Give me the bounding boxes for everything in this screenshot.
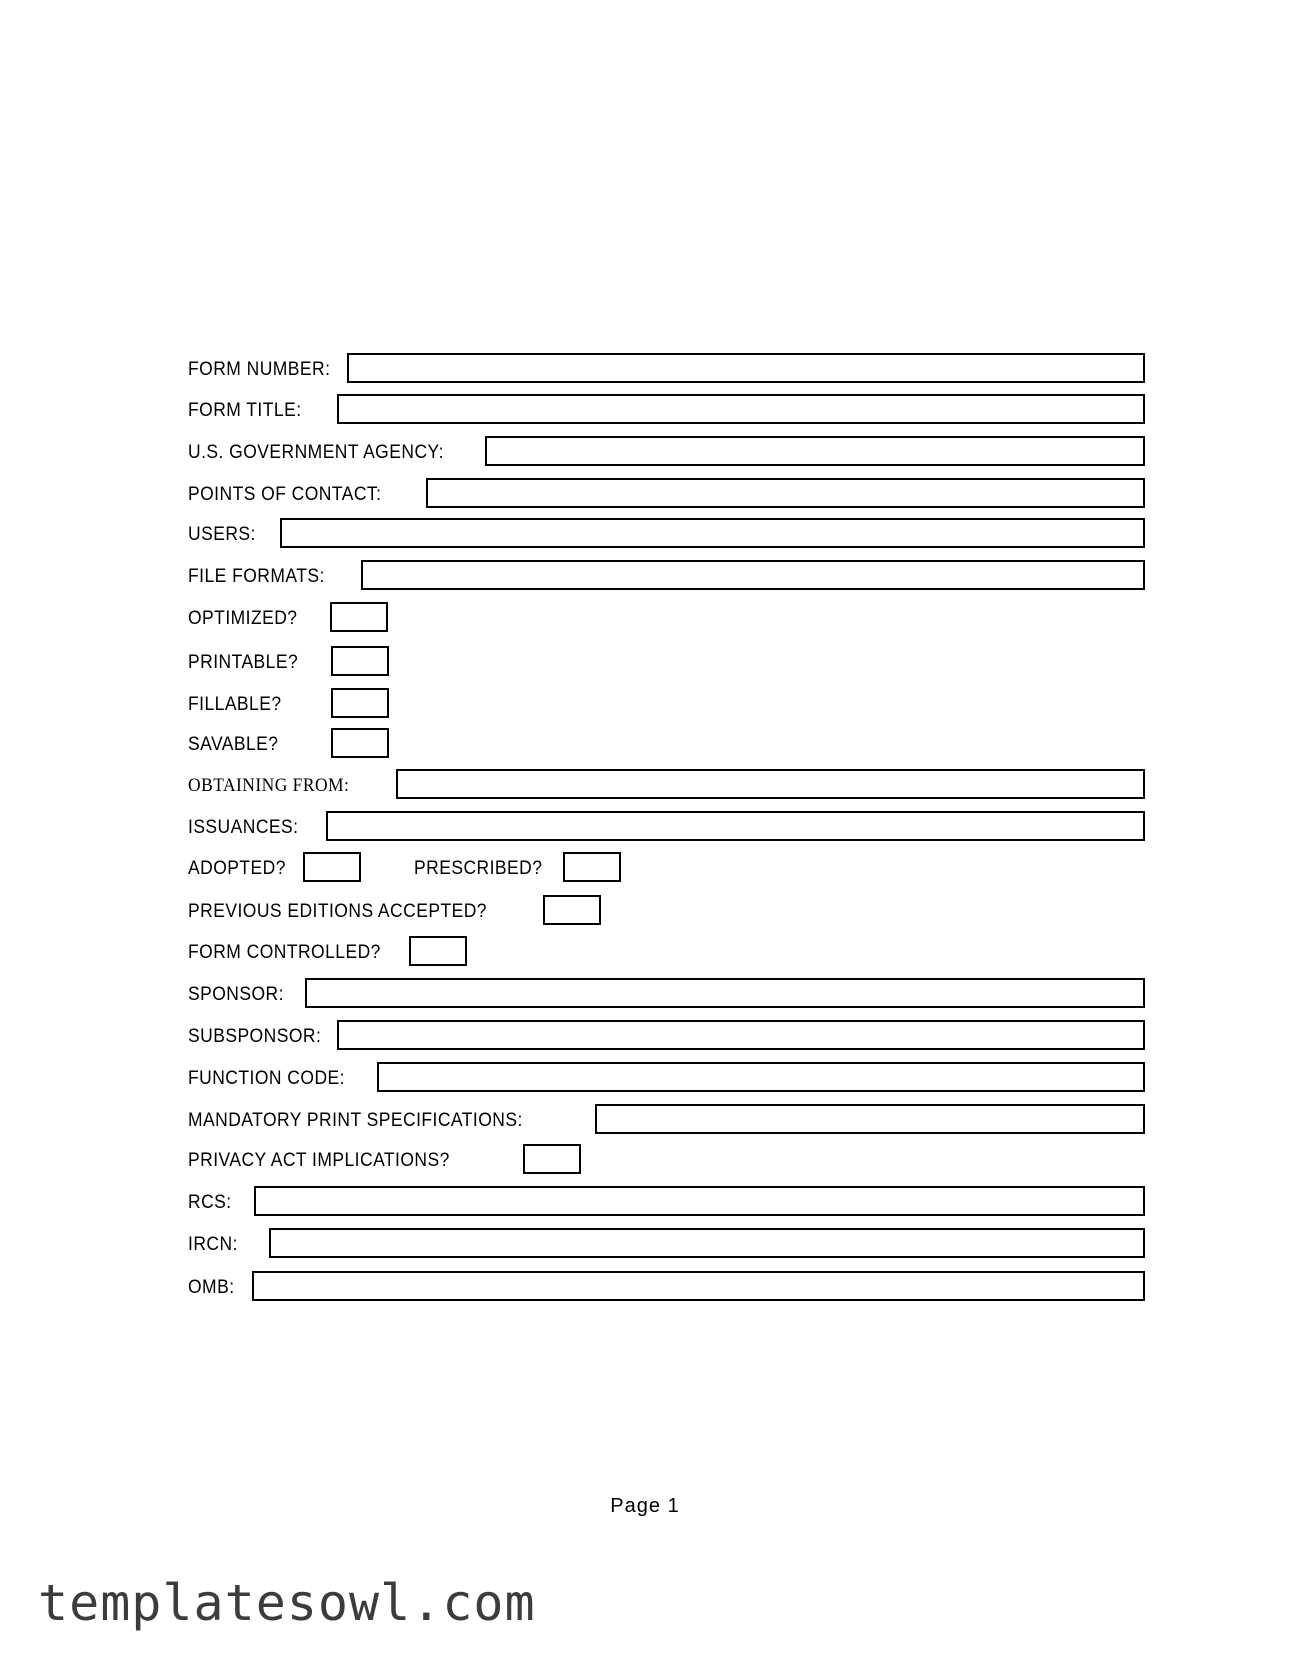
- field-row-printable: [188, 646, 588, 682]
- field-row-form-controlled: [188, 936, 828, 972]
- function-code-label: FUNCTION CODE:: [188, 1068, 345, 1089]
- sponsor-input[interactable]: [305, 978, 1145, 1008]
- savable-label: SAVABLE?: [188, 734, 279, 755]
- form-number-label: FORM NUMBER:: [188, 359, 331, 380]
- fillable-input[interactable]: [331, 688, 389, 718]
- field-row-obtaining-from: [188, 769, 1148, 805]
- form-controlled-label: FORM CONTROLLED?: [188, 942, 381, 963]
- ircn-input[interactable]: [269, 1228, 1145, 1258]
- subsponsor-input[interactable]: [337, 1020, 1145, 1050]
- sponsor-label: SPONSOR:: [188, 984, 284, 1005]
- field-row-optimized: [188, 602, 588, 638]
- issuances-label: ISSUANCES:: [188, 817, 299, 838]
- field-row-privacy-act: [188, 1144, 828, 1180]
- form-title-label: FORM TITLE:: [188, 400, 302, 421]
- obtaining-from-label: OBTAINING FROM:: [188, 775, 350, 796]
- previous-editions-label: PREVIOUS EDITIONS ACCEPTED?: [188, 901, 487, 922]
- prescribed-input[interactable]: [563, 852, 621, 882]
- agency-label: U.S. GOVERNMENT AGENCY:: [188, 442, 445, 463]
- field-row-omb: [188, 1271, 1148, 1307]
- form-title-input[interactable]: [337, 394, 1145, 424]
- page-number: Page 1: [610, 1495, 680, 1517]
- agency-input[interactable]: [485, 436, 1145, 466]
- file-formats-input[interactable]: [361, 560, 1145, 590]
- field-row-previous-editions: [188, 895, 828, 931]
- field-row-fillable: [188, 688, 588, 724]
- savable-input[interactable]: [331, 728, 389, 758]
- previous-editions-input[interactable]: [543, 895, 601, 925]
- field-row-form-title: [188, 394, 1148, 430]
- subsponsor-label: SUBSPONSOR:: [188, 1026, 322, 1047]
- omb-input[interactable]: [252, 1271, 1145, 1301]
- printable-label: PRINTABLE?: [188, 652, 299, 673]
- optimized-label: OPTIMIZED?: [188, 608, 298, 629]
- privacy-act-label: PRIVACY ACT IMPLICATIONS?: [188, 1150, 450, 1171]
- field-row-users: [188, 518, 1148, 554]
- prescribed-label: PRESCRIBED?: [414, 858, 543, 879]
- field-row-file-formats: [188, 560, 1148, 596]
- field-row-subsponsor: [188, 1020, 1148, 1056]
- field-row-adopted-prescribed: [188, 852, 828, 888]
- form-controlled-input[interactable]: [409, 936, 467, 966]
- file-formats-label: FILE FORMATS:: [188, 566, 325, 587]
- adopted-input[interactable]: [303, 852, 361, 882]
- print-specs-label: MANDATORY PRINT SPECIFICATIONS:: [188, 1110, 523, 1131]
- watermark: templatesowl.com: [38, 1574, 536, 1632]
- omb-label: OMB:: [188, 1277, 235, 1298]
- field-row-sponsor: [188, 978, 1148, 1014]
- function-code-input[interactable]: [377, 1062, 1145, 1092]
- field-row-savable: [188, 728, 588, 764]
- field-row-issuances: [188, 811, 1148, 847]
- printable-input[interactable]: [331, 646, 389, 676]
- ircn-label: IRCN:: [188, 1234, 238, 1255]
- field-row-rcs: [188, 1186, 1148, 1222]
- optimized-input[interactable]: [330, 602, 388, 632]
- contact-label: POINTS OF CONTACT:: [188, 484, 382, 505]
- obtaining-from-input[interactable]: [396, 769, 1145, 799]
- fillable-label: FILLABLE?: [188, 694, 282, 715]
- field-row-contact: [188, 478, 1148, 514]
- field-row-print-specs: [188, 1104, 1148, 1140]
- print-specs-input[interactable]: [595, 1104, 1145, 1134]
- users-input[interactable]: [280, 518, 1145, 548]
- rcs-label: RCS:: [188, 1192, 232, 1213]
- form-number-input[interactable]: [347, 353, 1145, 383]
- field-row-agency: [188, 436, 1148, 472]
- field-row-ircn: [188, 1228, 1148, 1264]
- privacy-act-input[interactable]: [523, 1144, 581, 1174]
- issuances-input[interactable]: [326, 811, 1145, 841]
- users-label: USERS:: [188, 524, 256, 545]
- rcs-input[interactable]: [254, 1186, 1145, 1216]
- contact-input[interactable]: [426, 478, 1145, 508]
- field-row-form-number: [188, 353, 1148, 389]
- adopted-label: ADOPTED?: [188, 858, 286, 879]
- field-row-function-code: [188, 1062, 1148, 1098]
